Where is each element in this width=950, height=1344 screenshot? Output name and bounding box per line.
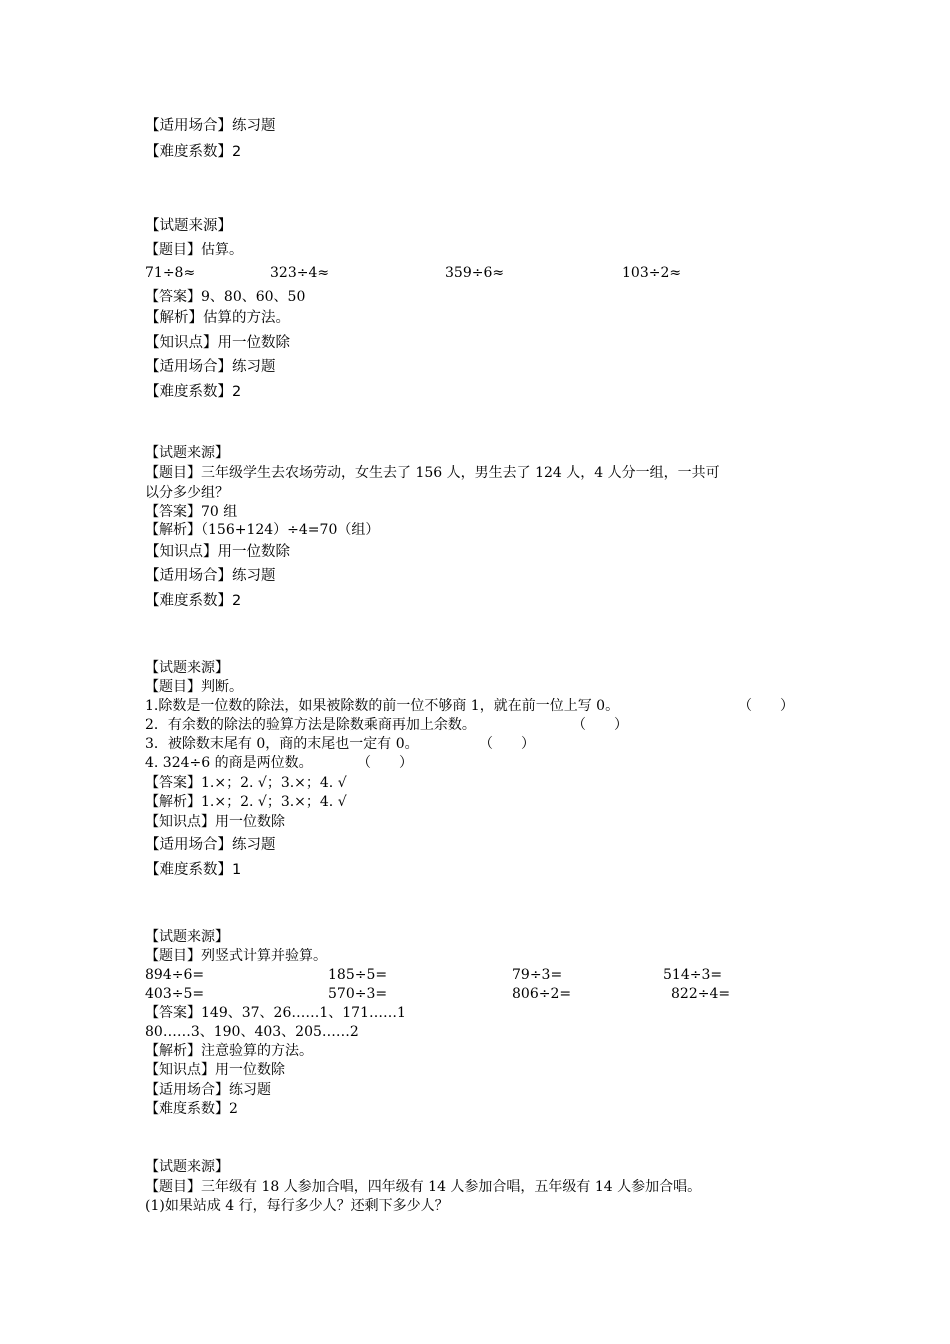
q1-answer: 【答案】9、80、60、50 <box>145 289 306 305</box>
q4-calc-570: 570÷3= <box>328 986 388 1002</box>
q1-knowledge: 【知识点】用一位数除 <box>145 335 290 351</box>
q4-calc-403: 403÷5= <box>145 986 205 1002</box>
q4-knowledge: 【知识点】用一位数除 <box>145 1062 285 1078</box>
q4-source: 【试题来源】 <box>145 929 229 945</box>
q2-answer: 【答案】70 组 <box>145 504 238 520</box>
q3-item-1: 1.除数是一位数的除法，如果被除数的前一位不够商 1，就在前一位上写 0。 <box>145 698 620 714</box>
q3-item-4: 4. 324÷6 的商是两位数。 <box>145 755 313 771</box>
q3-knowledge: 【知识点】用一位数除 <box>145 814 285 830</box>
q2-scene: 【适用场合】练习题 <box>145 568 276 584</box>
q1-source: 【试题来源】 <box>145 218 232 234</box>
q4-calc-894: 894÷6= <box>145 967 205 983</box>
q5-title: 【题目】三年级有 18 人参加合唱，四年级有 14 人参加合唱，五年级有 14 人参加合唱。 <box>145 1179 702 1195</box>
q4-scene: 【适用场合】练习题 <box>145 1082 271 1098</box>
q2-knowledge: 【知识点】用一位数除 <box>145 544 290 560</box>
q1-item-2: 323÷4≈ <box>270 265 330 281</box>
q3-scene: 【适用场合】练习题 <box>145 837 276 853</box>
q5-source: 【试题来源】 <box>145 1159 229 1175</box>
q3-item-3-paren: （ ） <box>479 736 535 752</box>
q4-calc-514: 514÷3= <box>663 967 723 983</box>
q4-calc-806: 806÷2= <box>512 986 572 1002</box>
q1-title: 【题目】估算。 <box>145 242 243 258</box>
difficulty-label: 【难度系数】2 <box>145 144 242 160</box>
q3-analysis: 【解析】1.×；2. √；3.×；4. √ <box>145 794 347 810</box>
q3-title: 【题目】判断。 <box>145 679 243 695</box>
q2-analysis: 【解析】（156+124）÷4=70（组） <box>145 522 380 538</box>
q1-item-4: 103÷2≈ <box>622 265 682 281</box>
q3-item-2: 2．有余数的除法的验算方法是除数乘商再加上余数。 <box>145 717 476 733</box>
q4-calc-79: 79÷3= <box>512 967 563 983</box>
q1-analysis: 【解析】估算的方法。 <box>145 310 290 326</box>
q4-title: 【题目】列竖式计算并验算。 <box>145 948 327 964</box>
q1-scene: 【适用场合】练习题 <box>145 359 276 375</box>
q2-difficulty: 【难度系数】2 <box>145 593 242 609</box>
q1-item-3: 359÷6≈ <box>445 265 505 281</box>
q3-item-4-paren: （ ） <box>357 755 413 771</box>
q4-calc-185: 185÷5= <box>328 967 388 983</box>
q1-difficulty: 【难度系数】2 <box>145 384 242 400</box>
q3-source: 【试题来源】 <box>145 660 229 676</box>
q3-difficulty: 【难度系数】1 <box>145 862 242 878</box>
q2-title-line1: 【题目】三年级学生去农场劳动，女生去了 156 人，男生去了 124 人，4 人分一组，一共可 <box>145 465 720 481</box>
q4-answer-line1: 【答案】149、37、26……1、171……1 <box>145 1005 406 1021</box>
q3-item-3: 3．被除数末尾有 0，商的末尾也一定有 0。 <box>145 736 419 752</box>
q4-calc-822: 822÷4= <box>671 986 731 1002</box>
q4-answer-line2: 80……3、190、403、205……2 <box>145 1024 359 1040</box>
q5-sub1: (1)如果站成 4 行，每行多少人？还剩下多少人？ <box>145 1198 449 1214</box>
q3-answer: 【答案】1.×；2. √；3.×；4. √ <box>145 775 347 791</box>
scene-label: 【适用场合】练习题 <box>145 118 276 134</box>
q2-source: 【试题来源】 <box>145 445 229 461</box>
q4-difficulty: 【难度系数】2 <box>145 1101 238 1117</box>
q1-item-1: 71÷8≈ <box>145 265 196 281</box>
q3-item-2-paren: （ ） <box>572 717 628 733</box>
q2-title-line2: 以分多少组？ <box>145 485 229 501</box>
q3-item-1-paren: （ ） <box>738 698 794 714</box>
q4-analysis: 【解析】注意验算的方法。 <box>145 1043 313 1059</box>
